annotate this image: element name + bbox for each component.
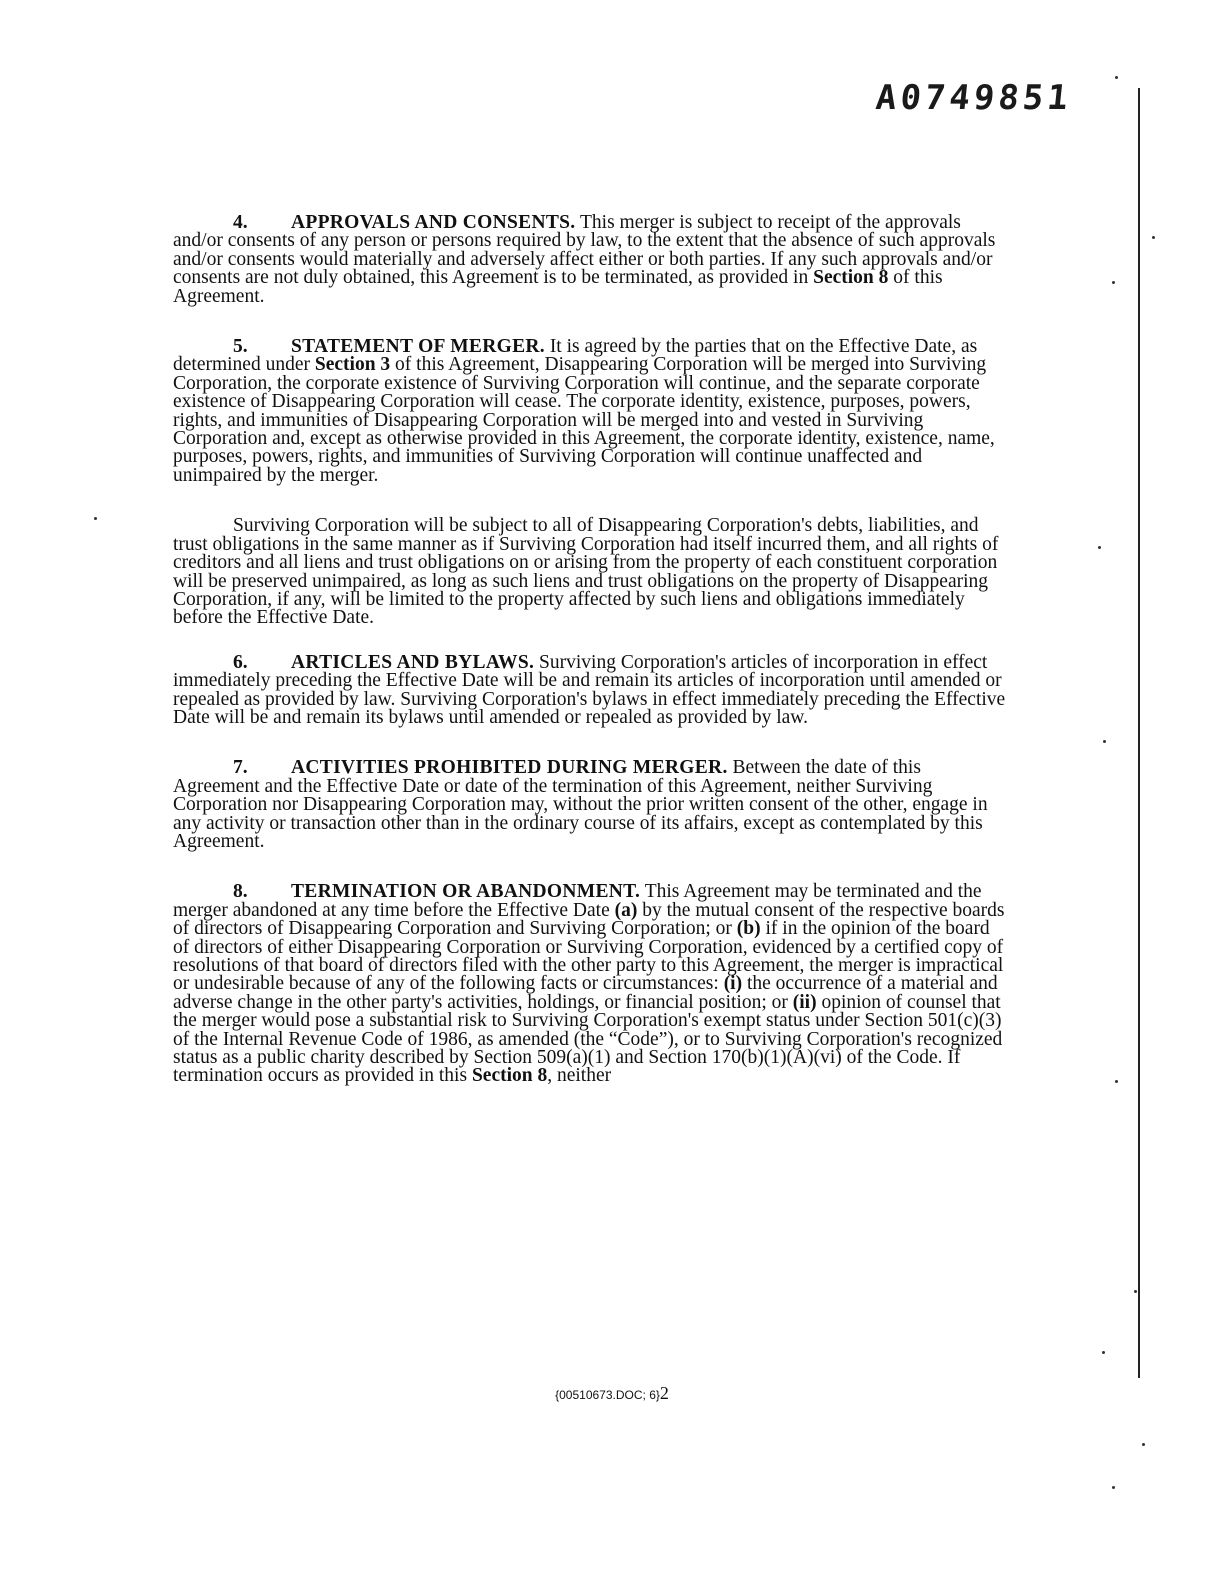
- page-footer: [0, 1383, 1224, 1404]
- section-heading: ACTIVITIES PROHIBITED DURING MERGER.: [291, 757, 728, 779]
- scan-speck: [1115, 1080, 1118, 1083]
- clause-label: (i): [723, 973, 743, 995]
- section-number: 4.: [233, 212, 248, 233]
- clause-label: (b): [736, 918, 761, 940]
- scan-speck: [1134, 1290, 1137, 1293]
- section-text: Surviving Corporation's articles of incorporation in effect immediately preceding the Effective Date will be and remain its articles of incorporation until amended or repealed as provided by law. Surviving Corporation's bylaws in effect immediately preceding the Effective Date will be and remain its bylaws until amended or repealed as provided by law.: [173, 651, 1006, 728]
- section-reference: Section 3: [314, 354, 391, 376]
- section-4-approvals: [173, 214, 1008, 306]
- section-7-activities-prohibited: [173, 759, 1008, 851]
- clause-label: (a): [614, 899, 638, 921]
- section-heading: ARTICLES AND BYLAWS.: [291, 651, 535, 673]
- section-text: , neither: [547, 1065, 612, 1087]
- section-5-continuation: Surviving Corporation will be subject to all of Disappearing Corporation's debts, liabilities, and trust obligations in the same manner as if Surviving Corporation had itself incurred them, and all rights of creditors and all liens and trust obligations on or arising from the property of each constituent corporation will be preserved unimpaired, as long as such liens and trust obligations on the property of Disappearing Corporation, if any, will be limited to the property affected by such liens and obligations immediately before the Effective Date.: [173, 515, 999, 629]
- section-number: 8.: [233, 881, 248, 903]
- section-heading: STATEMENT OF MERGER.: [291, 336, 545, 358]
- section-5-statement-of-merger: [173, 338, 1008, 485]
- scan-speck: [94, 517, 97, 520]
- scan-speck: [1103, 740, 1106, 743]
- document-id-stamp: A0749851: [873, 78, 1074, 118]
- footer-doc-ref: {00510673.DOC; 6}: [555, 1388, 660, 1402]
- section-text: the occurrence of a material and adverse change in the other party's activities, holdings, or financial position; or: [173, 973, 998, 1013]
- section-text: if in the opinion of the board of directors of either Disappearing Corporation or Surviving Corporation, evidenced by a certified copy of resolutions of that board of directors filed with the other party to this Agreement, the merger is impractical or undesirable because of any of the following facts or circumstances:: [173, 918, 1004, 995]
- section-8-termination: [173, 883, 1008, 1085]
- agreement-body: [173, 214, 1008, 1118]
- section-6-articles-and-bylaws: [173, 651, 1008, 728]
- section-text: This Agreement may be terminated and the merger abandoned at any time before the Effective Date: [173, 881, 982, 921]
- scan-speck: [1115, 76, 1118, 79]
- scan-speck: [1112, 281, 1115, 284]
- section-number: 7.: [233, 757, 248, 779]
- scan-speck: [1098, 546, 1101, 549]
- page-number: 2: [659, 1383, 669, 1403]
- scan-speck: [1152, 236, 1155, 239]
- section-text: of this Agreement, Disappearing Corporation will be merged into Surviving Corporation, the corporate existence of Surviving Corporation will continue, and the separate corporate existence of Disappearing Corporation will cease. The corporate identity, existence, purposes, powers, rights, and immunities of Disappearing Corporation will be merged into and vested in Surviving Corporation and, except as otherwise provided in this Agreement, the corporate identity, existence, name, purposes, powers, rights, and immunities of Surviving Corporation will continue unaffected and unimpaired by the merger.: [173, 354, 995, 486]
- section-text: opinion of counsel that the merger would pose a substantial risk to Surviving Corporation's exempt status under Section 501(c)(3) of the Internal Revenue Code of 1986, as amended (the “Code”), or to Surviving Corporation's recognized status as a public charity described by Section 509(a)(1) and Section 170(b)(1)(A)(vi) of the Code. If termination occurs as provided in this: [173, 991, 1003, 1087]
- section-text: of this Agreement.: [173, 267, 943, 307]
- section-heading: TERMINATION OR ABANDONMENT.: [291, 881, 641, 903]
- clause-label: (ii): [792, 991, 817, 1013]
- section-heading: APPROVALS AND CONSENTS.: [291, 212, 576, 233]
- scan-speck: [1142, 1443, 1145, 1446]
- section-text: It is agreed by the parties that on the Effective Date, as determined under: [173, 336, 978, 376]
- scan-edge-line: [1138, 88, 1140, 1378]
- section-number: 5.: [233, 336, 248, 358]
- section-number: 6.: [233, 651, 248, 673]
- section-reference: Section 8: [813, 267, 889, 289]
- section-text: Between the date of this Agreement and the Effective Date or date of the termination of this Agreement, neither Surviving Corporation nor Disappearing Corporation may, without the prior written consent of the other, engage in any activity or transaction other than in the ordinary course of its affairs, except as contemplated by this Agreement.: [173, 757, 988, 852]
- scan-speck: [1102, 1351, 1105, 1354]
- scan-speck: [1112, 1486, 1115, 1489]
- section-text: by the mutual consent of the respective boards of directors of Disappearing Corporation and Surviving Corporation; or: [173, 899, 1005, 940]
- section-reference: Section 8: [471, 1065, 548, 1087]
- section-text: This merger is subject to receipt of the approvals and/or consents of any person or persons required by law, to the extent that the absence of such approvals and/or consents would materially and adversely affect either or both parties. If any such approvals and/or consents are not duly obtained, this Agreement is to be terminated, as provided in: [173, 212, 996, 289]
